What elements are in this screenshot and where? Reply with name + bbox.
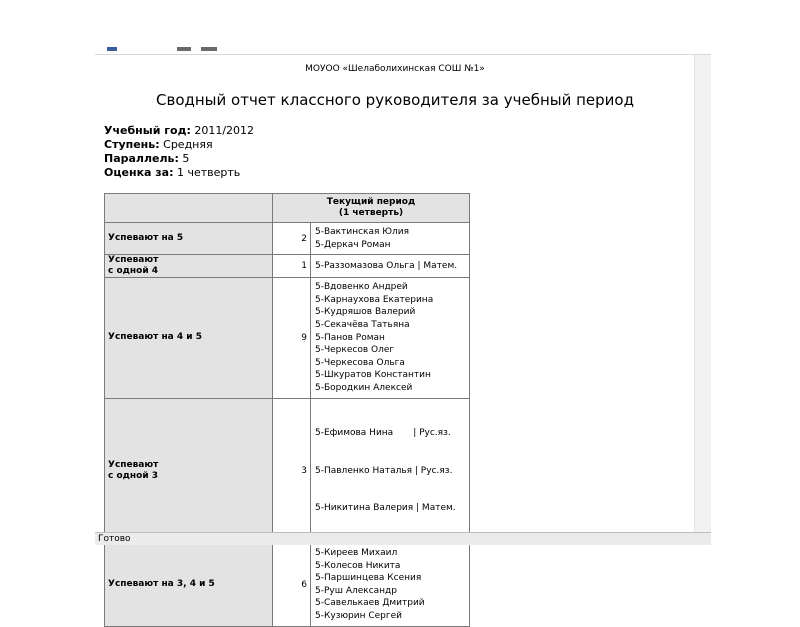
vertical-scrollbar[interactable] [694, 55, 711, 533]
students-cell: 5-Вдовенко Андрей 5-Карнаухова Екатерина 5-Кудряшов Валерий 5-Секачёва Татьяна 5-Панов Роман 5-Черкесов Олег 5-Черкесова Ольга 5-Шкуратов Константин 5-Бородкин Алексей [311, 278, 470, 398]
meta-parallel: Параллель: 5 [104, 152, 190, 165]
count-cell: 6 [273, 544, 311, 627]
meta-year: Учебный год: 2011/2012 [104, 124, 255, 137]
students-cell: 5-Раззомазова Ольга | Матем. [311, 255, 470, 278]
students-cell: 5-Ефимова Нина | Рус.яз. 5-Павленко Наталья | Рус.яз. 5-Никитина Валерия | Матем. [311, 398, 470, 544]
table-row [105, 223, 470, 255]
category-cell: Успевают с одной 3 [105, 398, 273, 544]
count-cell: 1 [273, 255, 311, 278]
table-row [105, 278, 470, 398]
count-cell: 3 [273, 398, 311, 544]
count-cell: 2 [273, 223, 311, 255]
status-text: Готово [98, 534, 131, 544]
school-name: МОУОО «Шелаболихинская СОШ №1» [305, 64, 485, 74]
count-cell: 9 [273, 278, 311, 398]
category-cell: Успевают на 3, 4 и 5 [105, 544, 273, 627]
header-empty-cell [105, 194, 273, 223]
toolbar-strip [95, 44, 711, 54]
report-table [104, 193, 470, 627]
toolbar-icon[interactable] [107, 47, 117, 51]
toolbar-icon[interactable] [201, 47, 217, 51]
category-cell: Успевают на 5 [105, 223, 273, 255]
category-cell: Успевают на 4 и 5 [105, 278, 273, 398]
table-header-row [105, 194, 470, 223]
table-row [105, 255, 470, 278]
students-cell: 5-Вактинская Юлия 5-Деркач Роман [311, 223, 470, 255]
report-title: Сводный отчет классного руководителя за учебный период [156, 91, 634, 109]
table-row [105, 544, 470, 627]
category-cell: Успевают с одной 4 [105, 255, 273, 278]
meta-level: Ступень: Средняя [104, 138, 213, 151]
meta-grade-period: Оценка за: 1 четверть [104, 166, 241, 179]
report-meta [104, 124, 254, 180]
current-period-header: Текущий период (1 четверть) [273, 194, 470, 223]
table-row [105, 398, 470, 544]
students-cell: 5-Киреев Михаил 5-Колесов Никита 5-Паршинцева Ксения 5-Руш Александр 5-Савелькаев Дмитрий 5-Кузюрин Сергей [311, 544, 470, 627]
toolbar-icon[interactable] [177, 47, 191, 51]
status-bar [95, 532, 711, 545]
